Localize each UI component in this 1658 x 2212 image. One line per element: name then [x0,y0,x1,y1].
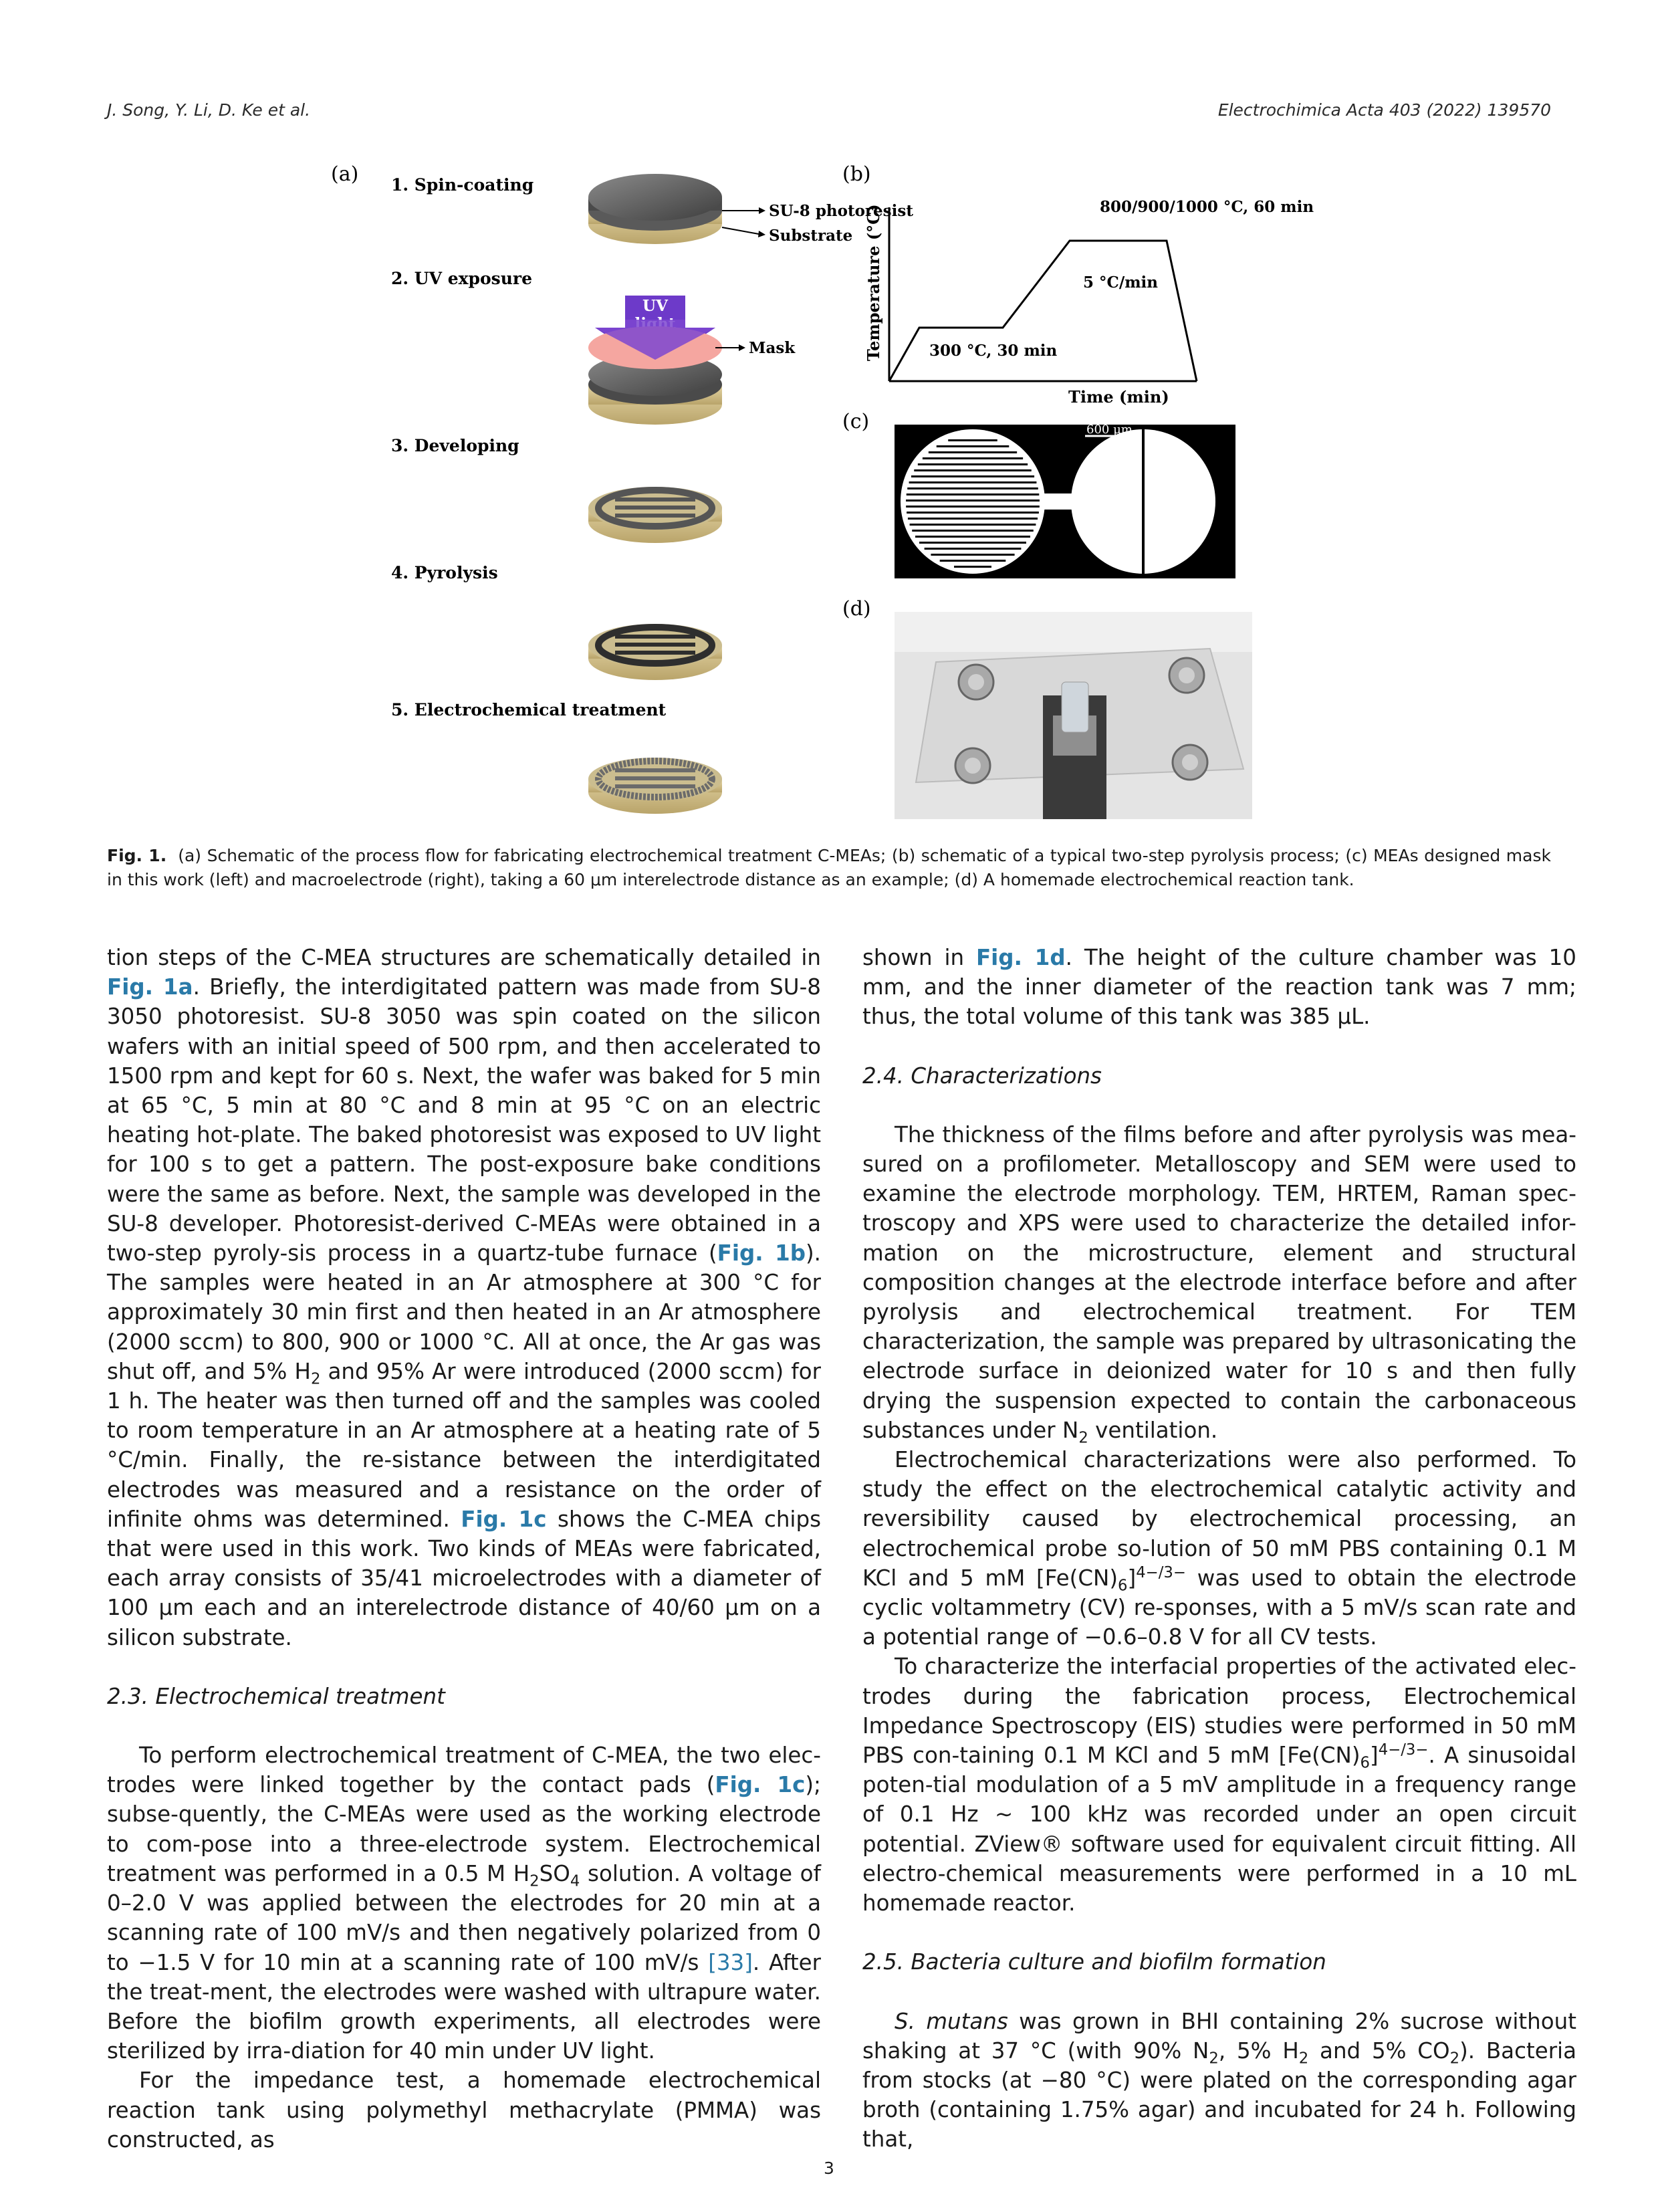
subscript: 4 [570,1872,580,1890]
subscript: 2 [1078,1429,1088,1447]
mask-stripe [906,506,1040,508]
mask-stripe [923,457,1023,459]
mask-stripe [907,487,1038,489]
text-run: and 95% Ar were introduced (2000 sccm) for 1 h. The heater was then turned off and the samples was cooled to room temperature in an Ar atmosphere at a heating rate of 5 °C/min. Finally, the re-sistance between the interdigitated electrodes was measured and a resistance on the order of infinite ohms was determined. [107,1358,821,1532]
running-header-journal: Electrochimica Acta 403 (2022) 139570 [1217,100,1551,120]
section-heading-2-3: 2.3. Electrochemical treatment [107,1683,445,1709]
ramp-rate-annotation: 5 °C/min [1083,273,1159,292]
paragraph [862,1120,1576,1445]
substrate-label: Substrate [769,227,853,245]
text-run: . After the treat-ment, the electrodes were washed with ultrapure water. Before the biofilm growth experiments, all electrodes were sterilized by irra-diation for 40 min under UV light. [107,1949,821,2064]
mask-stripe [925,548,1022,550]
fig-1d-link[interactable]: Fig. 1d [975,945,1066,970]
section-heading-2-5: 2.5. Bacteria culture and biofilm formation [862,1949,1326,1975]
caption-label: Fig. 1. [107,846,167,865]
temperature-profile-line [889,241,1197,381]
caption-text: (a) Schematic of the process flow for fabricating electrochemical treatment C-MEAs; (b) schematic of a typical two-step pyrolysis process; (c) MEAs designed mask in this work (left) and macroelectrode (right), taking a 60 μm interelectrode distance as an example; (d) A homemade electrochemical reaction tank. [107,846,1551,889]
step-5-label: 5. Electrochemical treatment [391,700,667,720]
step-2-label: 2. UV exposure [391,269,532,288]
right-column [862,943,1576,2154]
panel-d [842,597,1252,819]
spin-coated-wafer [588,174,722,244]
text-run: . A sinusoidal poten-tial modulation of a 5 mV amplitude in a frequency range of 0.1 Hz ∼ 100 kHz was recorded under an open circuit potential. ZView® software used for equivalent circuit fitting. All electro-chemical measurements were performed in a 10 mL homemade reactor. [862,1743,1576,1916]
text-run: To characterize the interfacial properties of the activated elec-trodes during the fabrication process, Electrochemical Impedance Spectroscopy (EIS) studies were performed in 50 mM PBS con-taining 0.1 M KCl and 5 mM [Fe(CN) [862,1654,1576,1769]
panel-b [842,162,1314,407]
developed-electrode [588,487,722,543]
subscript: 2 [1298,2050,1309,2068]
subscript: 2 [310,1370,321,1388]
mask-stripe [929,451,1017,453]
mask-stripe [907,493,1040,495]
fig-1c-link[interactable]: Fig. 1c [461,1506,547,1532]
paragraph [107,943,821,1652]
mask-stripe [931,554,1014,556]
fig-1c-link[interactable]: Fig. 1c [715,1772,806,1798]
photoresist-label: SU-8 photoresist [769,202,913,220]
text-run: To perform electrochemical treatment of C-MEA, the two elec-trodes were linked together by the contact pads ( [107,1743,821,1798]
step-1-label: 1. Spin-coating [391,175,534,195]
mask-stripe [915,536,1030,538]
plateau-annotation: 800/900/1000 °C, 60 min [1100,198,1314,216]
text-run: ). The samples were heated in an Ar atmosphere at 300 °C for approximately 30 min first and then heated in an Ar atmosphere (2000 sccm) to 800, 900 or 1000 °C. All at once, the Ar gas was shut off, and 5% H [107,1240,821,1384]
text-run: ). Bacteria from stocks (at −80 °C) were plated on the corresponding agar broth (containing 1.75% agar) and incubated for 24 h. Following that, [862,2037,1576,2152]
page-number: 3 [824,2159,834,2178]
mask-stripe [918,463,1028,465]
paragraph: For the impedance test, a homemade electrochemical reaction tank using polymethyl methacrylate (PMMA) was constructed, as [107,2068,821,2152]
panel-c-letter: (c) [842,410,870,433]
mask-stripe [940,560,1006,562]
text-run: ] [1370,1743,1379,1769]
mask-stripe [919,542,1026,544]
y-axis-label: Temperature (°C) [864,204,883,361]
subscript: 2 [529,1872,540,1890]
text-run: . The height of the culture chamber was 10 mm, and the inner diameter of the reaction tank was 7 mm; thus, the total volume of this tank was 385 μL. [862,945,1576,1030]
fig-1b-link[interactable]: Fig. 1b [717,1240,806,1266]
panel-a-letter: (a) [331,162,359,186]
text-run: , 5% H [1218,2037,1299,2064]
text-run: tion steps of the C-MEA structures are schematically detailed in [107,945,821,970]
figure-caption [107,844,1551,892]
uv-text: UV [642,297,668,315]
mask-stripe [909,481,1037,483]
mask-stripe [914,469,1031,471]
subscript: 2 [1449,2050,1460,2068]
left-column [107,943,821,2154]
paragraph [107,1741,821,2066]
superscript: 4−/3− [1136,1564,1186,1582]
mask-label: Mask [749,339,796,357]
text-run: and 5% CO [1308,2037,1450,2064]
mask-stripe [908,518,1038,520]
mask-stripe [906,500,1040,502]
subscript: 2 [1209,2050,1219,2068]
panel-c [842,410,1235,578]
mask-stripe [911,475,1034,477]
scale-bar-label: 600 μm [1086,423,1133,437]
figure-1 [314,147,1314,836]
text-run: ventilation. [1088,1417,1218,1443]
species-name: S. mutans [895,2008,1008,2034]
citation-link[interactable]: [33] [708,1949,753,1975]
text-run: ] [1127,1565,1137,1591]
text-run: The thickness of the films before and after pyrolysis was mea-sured on a profilometer. Metalloscopy and SEM were used to examine the electrode morphology. TEM, HRTEM, Raman spec-troscopy and XPS were used to characterize the detailed infor-mation on the microstructure, element and structural composition changes at the electrode interface before and after pyrolysis and electrochemical treatment. For TEM characterization, the sample was prepared by ultrasonicating the electrode surface in deionized water for 10 s and then fully drying the suspension expected to contain the carbonaceous substances under N [862,1121,1576,1443]
text-run: shows the C-MEA chips that were used in this work. Two kinds of MEAs were fabricated, each array consists of 35/41 microelectrodes with a diameter of 100 μm each and an interelectrode distance of 40/60 μm on a silicon substrate. [107,1506,822,1650]
pyrolyzed-electrode [588,624,722,680]
mask-stripe [907,512,1039,514]
first-step-annotation: 300 °C, 30 min [929,342,1058,360]
text-run: Electrochemical characterizations were also performed. To study the effect on the electrochemical catalytic activity and reversibility caused by electrochemical processing, an electrochemical probe so-lution of 50 mM PBS containing 0.1 M KCl and 5 mM [Fe(CN) [862,1447,1576,1591]
running-header-authors: J. Song, Y. Li, D. Ke et al. [107,100,311,120]
paragraph [862,1445,1576,1652]
text-run: solution. A voltage of 0–2.0 V was applied between the electrodes for 20 min at a scanning rate of 100 mV/s and then negatively polarized from 0 to −1.5 V for 10 min at a scanning rate of 100 mV/s [107,1860,822,1975]
subscript: 6 [1118,1577,1128,1595]
fig-1a-link[interactable]: Fig. 1a [107,974,193,1000]
panel-b-letter: (b) [842,162,871,186]
step-3-label: 3. Developing [391,436,519,455]
mask-stripe [948,439,997,441]
text-run: SO [539,1860,570,1886]
mask-stripe [912,530,1034,532]
text-run: shown in [862,945,976,970]
text-run: ); subse-quently, the C-MEAs were used as the working electrode to com-pose into a three-electrode system. Electrochemical treatment was performed in a 0.5 M H [107,1772,821,1886]
text-run: was grown in BHI containing 2% sucrose without shaking at 37 °C (with 90% N [862,2008,1576,2064]
x-axis-label: Time (min) [1068,387,1169,407]
paragraph [862,943,1576,1032]
superscript: 4−/3− [1378,1741,1429,1759]
text-run: was used to obtain the electrode cyclic voltammetry (CV) re-sponses, with a 5 mV/s scan rate and a potential range of −0.6–0.8 V for all CV tests. [862,1565,1576,1650]
paragraph [862,2007,1576,2154]
mask-stripe [937,445,1010,447]
mask-stripe [910,524,1036,526]
panel-a [331,162,913,814]
paragraph [862,1652,1576,1918]
text-run: . Briefly, the interdigitated pattern was made from SU-8 3050 photoresist. SU-8 3050 was spin coated on the silicon wafers with an initial speed of 500 rpm, and then accelerated to 1500 rpm and kept for 60 s. Next, the wafer was baked for 5 min at 65 °C, 5 min at 80 °C and 8 min at 95 °C on an electric heating hot-plate. The baked photoresist was exposed to UV light for 100 s to get a pattern. The post-exposure bake conditions were the same as before. Next, the sample was developed in the SU-8 developer. Photoresist-derived C-MEAs were obtained in a two-step pyroly-sis process in a quartz-tube furnace ( [107,974,821,1266]
treated-electrode [588,758,722,814]
section-heading-2-4: 2.4. Characterizations [862,1063,1102,1089]
panel-d-letter: (d) [842,597,871,621]
culture-chamber [1062,682,1088,732]
subscript: 6 [1360,1754,1371,1772]
mask-stripe [954,566,991,568]
masked-wafer [588,320,722,425]
step-4-label: 4. Pyrolysis [391,563,498,582]
